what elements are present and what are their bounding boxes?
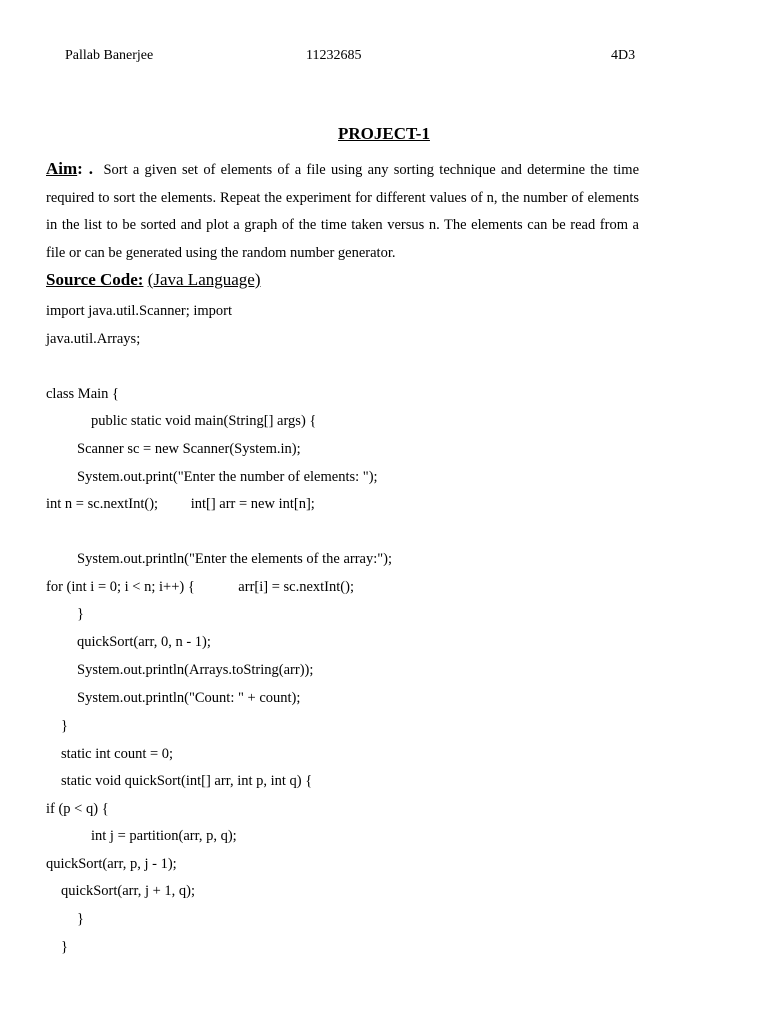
source-code-label: Source Code: (46, 270, 144, 289)
source-code-language: (Java Language) (147, 270, 261, 289)
aim-paragraph (46, 155, 639, 267)
code-line: } (77, 911, 84, 927)
code-line: quickSort(arr, j + 1, q); (61, 883, 196, 899)
code-line: System.out.println(Arrays.toString(arr)); (77, 662, 314, 678)
code-line: System.out.println("Count: " + count); (77, 690, 301, 706)
code-line: Scanner sc = new Scanner(System.in); (77, 441, 301, 457)
code-line: int j = partition(arr, p, q); (91, 828, 237, 844)
source-code-heading (46, 270, 261, 290)
student-name: Pallab Banerjee (65, 48, 154, 63)
code-line: quickSort(arr, p, j - 1); (46, 856, 177, 872)
code-line: static void quickSort(int[] arr, int p, int q) { (61, 773, 313, 789)
code-line: int n = sc.nextInt(); int[] arr = new int[n]; (46, 496, 315, 512)
code-line: } (61, 718, 68, 734)
code-line: java.util.Arrays; (46, 331, 141, 347)
code-line: for (int i = 0; i < n; i++) { arr[i] = sc.nextInt(); (46, 579, 354, 595)
code-line: quickSort(arr, 0, n - 1); (77, 634, 211, 650)
page-title (0, 124, 768, 144)
code-line: static int count = 0; (61, 746, 174, 762)
code-line: public static void main(String[] args) { (91, 413, 317, 429)
aim-separator: : . (77, 159, 93, 178)
code-line: System.out.print("Enter the number of elements: "); (77, 469, 378, 485)
section-code: 4D3 (611, 48, 636, 63)
code-line: System.out.println("Enter the elements of the array:"); (77, 551, 393, 567)
code-line: import java.util.Scanner; import (46, 303, 233, 319)
aim-label: Aim (46, 159, 78, 178)
page-title-text: PROJECT-1 (338, 124, 430, 143)
roll-number: 11232685 (306, 48, 362, 63)
code-line: } (77, 606, 84, 622)
aim-text: Sort a given set of elements of a file using any sorting technique and determine the time required to sort the elements. Repeat the experiment for different values of n, the number of elements in the list to be sorted and plot a graph of the time taken versus n. The elements can be read from a file or can be generated using the random number generator. (46, 162, 639, 261)
code-line: class Main { (46, 386, 120, 402)
code-line: if (p < q) { (46, 801, 109, 817)
code-line: } (61, 939, 68, 955)
